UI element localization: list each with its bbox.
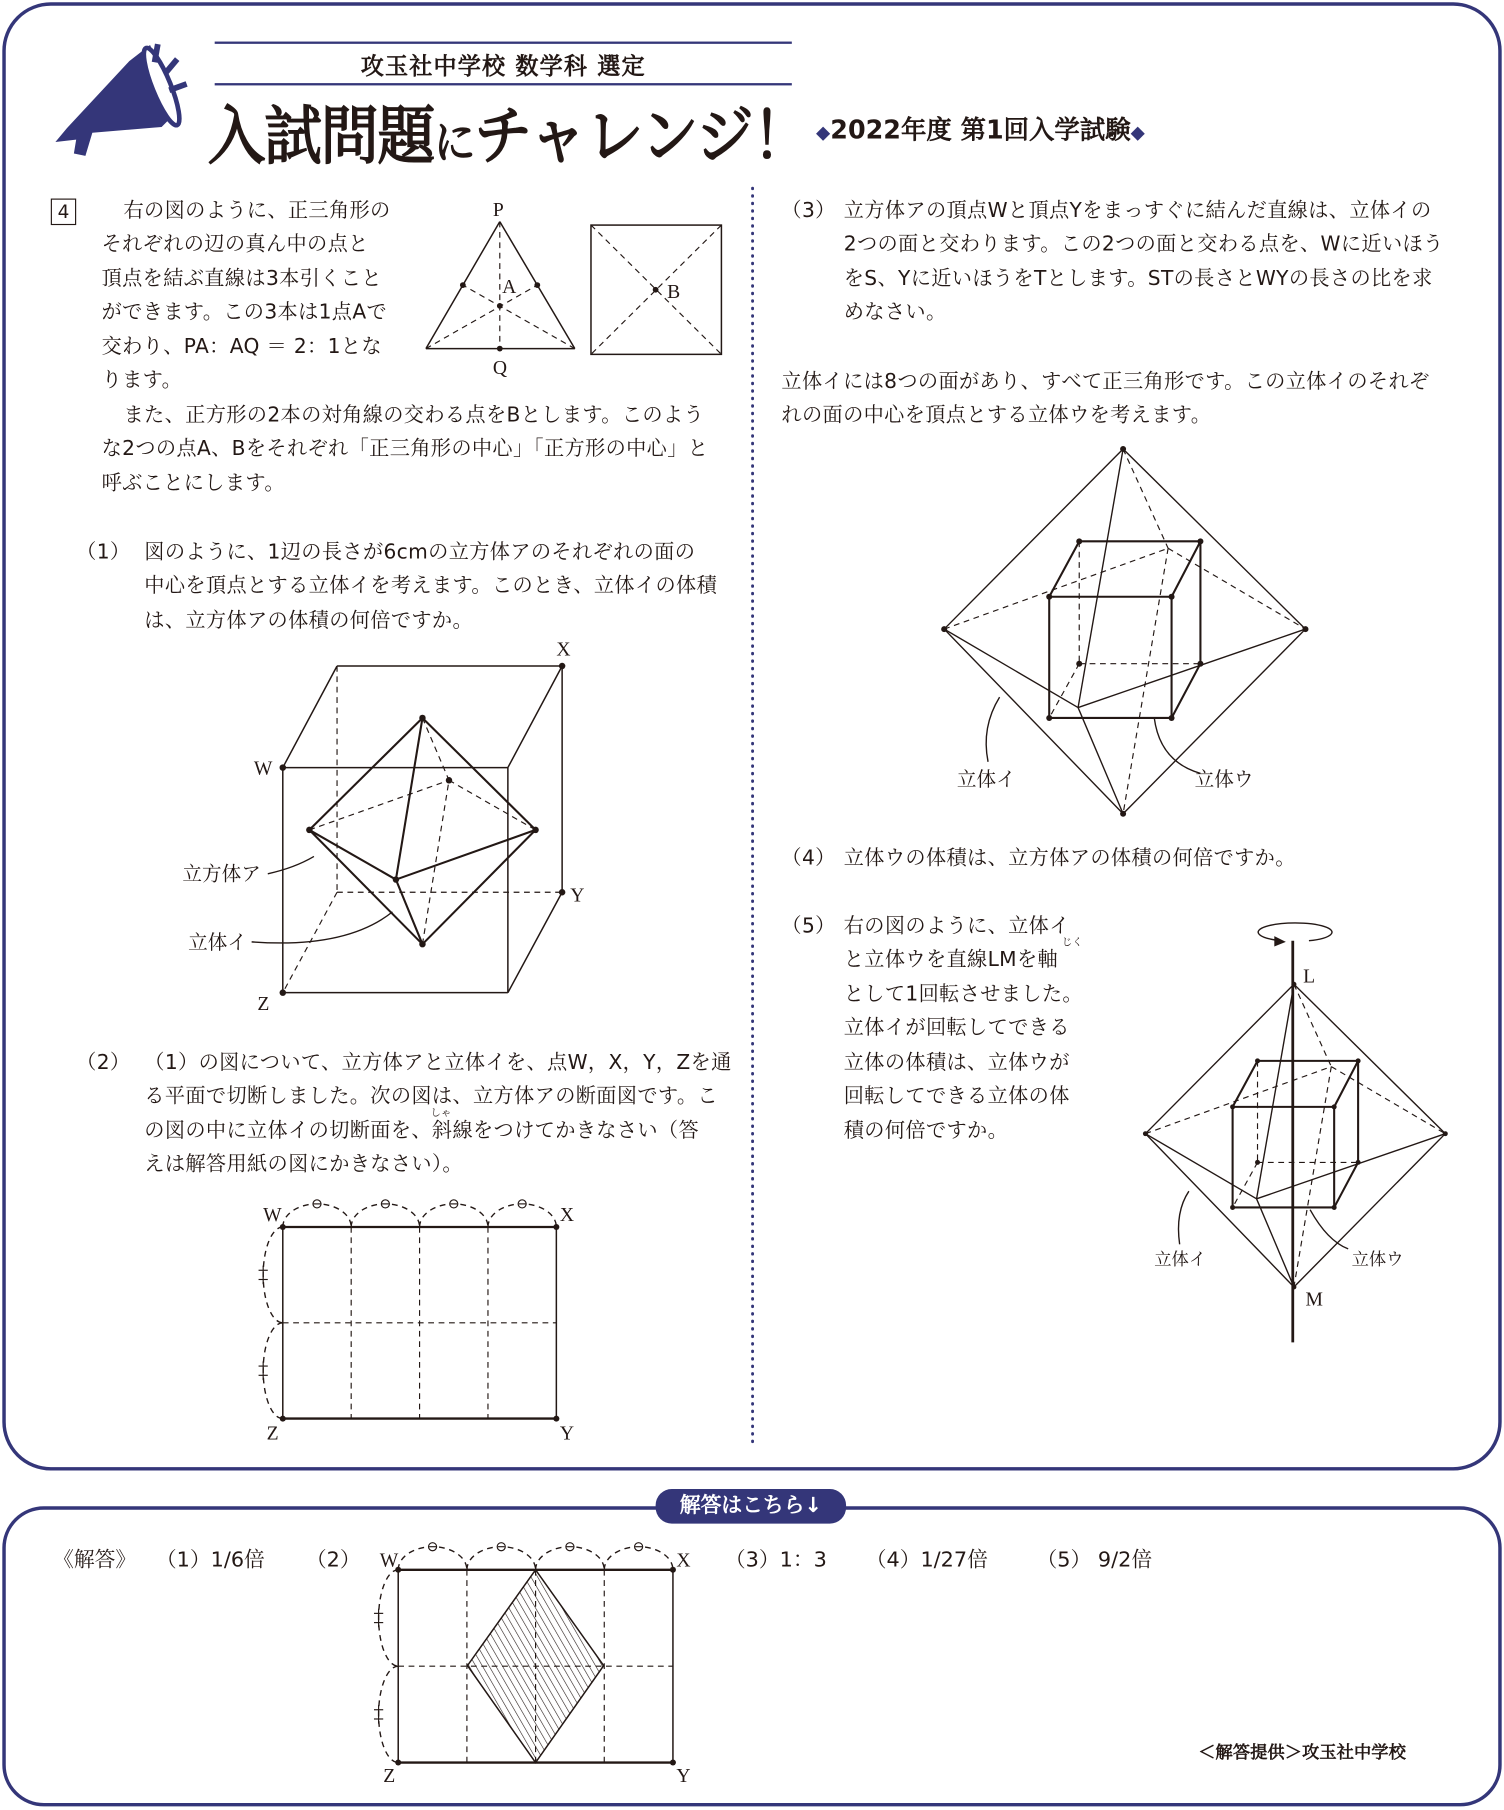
- vertex-dot: [653, 287, 659, 293]
- vertex-dot: [532, 827, 538, 833]
- q2-number: （2）: [76, 1051, 131, 1075]
- hidden-edge: [309, 780, 449, 830]
- label-m: M: [1305, 1289, 1323, 1311]
- text-line: は、立方体アの体積の何倍ですか。: [144, 609, 474, 633]
- text-line: と立体ウを直線LMを軸: [843, 949, 1059, 973]
- answer-4: （4）1/27倍: [865, 1547, 988, 1573]
- edge: [396, 880, 423, 945]
- answer-badge: 解答はこちら↓: [656, 1489, 846, 1524]
- vertex-dot: [1197, 538, 1203, 544]
- edge: [508, 666, 562, 768]
- vertex-dot: [1169, 715, 1175, 721]
- label-l: L: [1303, 966, 1316, 988]
- vertex-dot: [534, 282, 540, 288]
- diamond-icon: ◆: [1130, 121, 1145, 144]
- leader-line: [1178, 1191, 1188, 1244]
- dimension-arc: [379, 1570, 399, 1666]
- text-line: それぞれの辺の真ん中の点と: [101, 233, 369, 257]
- text-line: えは解答用紙の図にかきなさい）。: [144, 1153, 463, 1177]
- answer-cross-section-figure: [374, 1543, 676, 1766]
- edge: [422, 718, 535, 830]
- label-q: Q: [492, 357, 508, 379]
- label-y: Y: [570, 885, 585, 907]
- label-p: P: [492, 199, 504, 221]
- edge: [1145, 1134, 1256, 1199]
- edge: [1172, 664, 1201, 718]
- edge: [309, 718, 422, 830]
- vertex-dot: [393, 876, 399, 882]
- text-line: 回転してできる立体の体: [843, 1085, 1070, 1109]
- text-line: 立体イには8つの面があり、すべて正三角形です。この立体イのそれぞ: [781, 370, 1430, 394]
- text-line: れの面の中心を頂点とする立体ウを考えます。: [781, 404, 1212, 428]
- text-line: 積の何倍ですか。: [843, 1119, 1009, 1143]
- triangle-figure: [426, 222, 575, 352]
- edge: [1257, 1134, 1446, 1199]
- vertex-dot: [559, 889, 565, 895]
- text-line: 図のように、1辺の長さが6cmの立方体アのそれぞれの面の: [144, 541, 696, 565]
- square-figure: [591, 225, 721, 354]
- text-line: な2つの点A、Bをそれぞれ「正三角形の中心」「正方形の中心」と: [101, 437, 709, 461]
- edge: [1049, 541, 1079, 596]
- q4-text: 立体ウの体積は、立方体アの体積の何倍ですか。: [843, 846, 1296, 871]
- vertex-dot: [460, 282, 466, 288]
- edge: [1334, 1061, 1358, 1107]
- vertex-dot: [1046, 594, 1052, 600]
- vertex-dot: [1356, 1058, 1361, 1063]
- title-rest: チャレンジ！: [474, 99, 810, 174]
- edge: [396, 830, 536, 880]
- text-line: 立体の体積は、立体ウが: [843, 1051, 1070, 1075]
- label-solid-i: 立体イ: [1154, 1250, 1207, 1270]
- vertex-dot: [395, 1760, 401, 1766]
- text-line: 立体イが回転してできる: [843, 1017, 1070, 1041]
- edge: [309, 830, 396, 880]
- vertex-dot: [1255, 1160, 1260, 1165]
- text-line: 呼ぶことにします。: [101, 471, 285, 495]
- vertex-dot: [497, 346, 503, 352]
- leader-line: [986, 697, 999, 762]
- title-ni: に: [434, 117, 475, 170]
- vertex-dot: [1356, 1160, 1361, 1165]
- vertex-dot: [1076, 661, 1082, 667]
- label-w: W: [263, 1205, 282, 1227]
- answer-credit: ＜解答提供＞攻玉社中学校: [1198, 1741, 1406, 1763]
- label-x: X: [556, 639, 571, 661]
- text-line: （1）の図について、立方体アと立体イを、点W，X，Y，Zを通: [144, 1051, 732, 1075]
- vertex-dot: [1230, 1104, 1235, 1109]
- label-z: Z: [257, 993, 270, 1015]
- label-solid-u: 立体ウ: [1194, 770, 1254, 792]
- text-line: ができます。この3本は1点Aで: [101, 301, 388, 325]
- vertex-dot: [1197, 661, 1203, 667]
- hidden-edge: [1049, 664, 1079, 718]
- label-x: X: [676, 1550, 691, 1572]
- hidden-edge: [1123, 449, 1168, 548]
- vertex-dot: [1120, 446, 1126, 452]
- vertex-dot: [497, 303, 503, 309]
- ruby-sha: しゃ: [430, 1107, 452, 1120]
- hidden-edge: [944, 548, 1168, 629]
- q4-number: （4）: [781, 846, 836, 871]
- ruby-jiku: じく: [1061, 936, 1083, 949]
- label-z: Z: [266, 1423, 279, 1445]
- label-z: Z: [383, 1766, 396, 1788]
- edge: [422, 830, 535, 944]
- vertex-dot: [1302, 626, 1308, 632]
- vertex-dot: [1255, 1058, 1260, 1063]
- hidden-edge: [1233, 1162, 1258, 1207]
- leader-line: [252, 912, 393, 943]
- vertex-dot: [1169, 594, 1175, 600]
- text-line: 右の図のように、立体イ: [843, 915, 1070, 939]
- label-w: W: [253, 758, 273, 780]
- edge: [944, 629, 1078, 707]
- rotation-arrow: [1258, 923, 1332, 941]
- edge: [508, 892, 562, 992]
- leader-line: [1310, 1210, 1348, 1249]
- vertex-dot: [941, 626, 947, 632]
- cross-section-figure: [259, 1200, 560, 1422]
- label-y: Y: [676, 1766, 691, 1788]
- answer-5: （5） 9/2倍: [1036, 1547, 1153, 1573]
- label-b: B: [667, 281, 681, 303]
- vertex-dot: [419, 941, 425, 947]
- vertex-dot: [1046, 715, 1052, 721]
- hidden-edge: [422, 718, 449, 780]
- vertex-dot: [553, 1416, 559, 1422]
- edge: [1078, 708, 1123, 814]
- diamond-icon: ◆: [816, 121, 831, 144]
- text-line: また、正方形の2本の対角線の交わる点をBとします。このよう: [123, 403, 705, 427]
- edge: [1334, 1162, 1358, 1207]
- label-w: W: [379, 1550, 399, 1572]
- edge: [1257, 1199, 1294, 1287]
- text-line: 頂点を結ぶ直線は3本引くこと: [101, 267, 382, 291]
- text-line: として1回転させました。: [843, 983, 1083, 1007]
- edge: [283, 666, 337, 768]
- vertex-dot: [446, 777, 452, 783]
- label-a: A: [502, 277, 517, 299]
- exam-text: 2022年度 第1回入学試験: [830, 116, 1131, 146]
- cube-octahedron-figure: [252, 663, 566, 996]
- q1-number: （1）: [76, 541, 131, 565]
- title-main: 入試問題: [207, 99, 435, 174]
- vertex-dot: [559, 663, 565, 669]
- octahedron-figure: [941, 446, 1308, 817]
- dimension-arc: [263, 1323, 283, 1419]
- edge: [1172, 541, 1201, 596]
- text-line: めなさい。: [843, 301, 947, 325]
- vertex-dot: [306, 827, 312, 833]
- dimension-arc: [379, 1666, 399, 1762]
- leader-line: [268, 856, 314, 873]
- vertex-dot: [670, 1567, 676, 1573]
- answer-3: （3）1：3: [724, 1547, 827, 1573]
- problem-number: 4: [51, 199, 76, 226]
- vertex-dot: [670, 1760, 676, 1766]
- label-x: X: [559, 1205, 574, 1227]
- vertex-dot: [280, 989, 286, 995]
- q5-number: （5）: [781, 915, 836, 939]
- text-line: 中心を頂点とする立体イを考えます。このとき、立体イの体積: [144, 575, 718, 599]
- vertex-dot: [1332, 1104, 1337, 1109]
- label-solid-i: 立体イ: [956, 770, 1016, 792]
- edge: [1078, 629, 1305, 707]
- vertex-dot: [553, 1224, 559, 1230]
- vertex-dot: [1120, 811, 1126, 817]
- q3-number: （3）: [781, 199, 836, 223]
- answer-1: （1）1/6倍: [155, 1547, 265, 1573]
- text-line: をS、Yに近いほうをTとします。STの長さとWYの長さの比を求: [843, 267, 1433, 291]
- dimension-arc: [263, 1227, 283, 1323]
- label-y: Y: [559, 1423, 574, 1445]
- edge: [1294, 984, 1445, 1133]
- label-cube-a: 立方体ア: [182, 864, 261, 886]
- leader-line: [1154, 718, 1200, 773]
- hidden-edge: [426, 285, 537, 348]
- hidden-edge: [1294, 984, 1331, 1066]
- text-line: の図の中に立体イの切断面を、斜線をつけてかきなさい（答: [144, 1119, 700, 1143]
- text-line: 右の図のように、正三角形の: [123, 199, 391, 223]
- label-solid-i: 立体イ: [188, 932, 247, 954]
- text-line: ります。: [101, 369, 183, 393]
- edge: [396, 718, 423, 880]
- text-line: 立方体アの頂点Wと頂点Yをまっすぐに結んだ直線は、立体イの: [843, 199, 1432, 223]
- edge: [1123, 449, 1305, 629]
- vertex-dot: [280, 764, 286, 770]
- text-line: 交わり、PA：AQ ＝ 2：1とな: [101, 335, 382, 359]
- hidden-edge: [463, 285, 575, 348]
- hidden-edge: [1145, 1067, 1331, 1134]
- label-solid-u: 立体ウ: [1351, 1250, 1404, 1270]
- vertex-dot: [1143, 1131, 1148, 1136]
- text-line: 2つの面と交わります。この2つの面と交わる点を、Wに近いほう: [843, 233, 1444, 257]
- vertex-dot: [1076, 538, 1082, 544]
- answer-2: （2）: [305, 1547, 361, 1573]
- hidden-edge: [1123, 548, 1168, 813]
- vertex-dot: [280, 1416, 286, 1422]
- vertex-dot: [419, 715, 425, 721]
- text-line: る平面で切断しました。次の図は、立方体アの断面図です。こ: [144, 1085, 718, 1109]
- vertex-dot: [1230, 1205, 1235, 1210]
- answer-heading: 《解答》: [53, 1547, 137, 1573]
- rotation-figure: [1143, 923, 1448, 1342]
- edge: [1233, 1061, 1258, 1107]
- header-subtitle: 攻玉社中学校 数学科 選定: [360, 51, 646, 80]
- rotation-arrow-head: [1274, 936, 1286, 946]
- vertex-dot: [1443, 1131, 1448, 1136]
- vertex-dot: [1332, 1205, 1337, 1210]
